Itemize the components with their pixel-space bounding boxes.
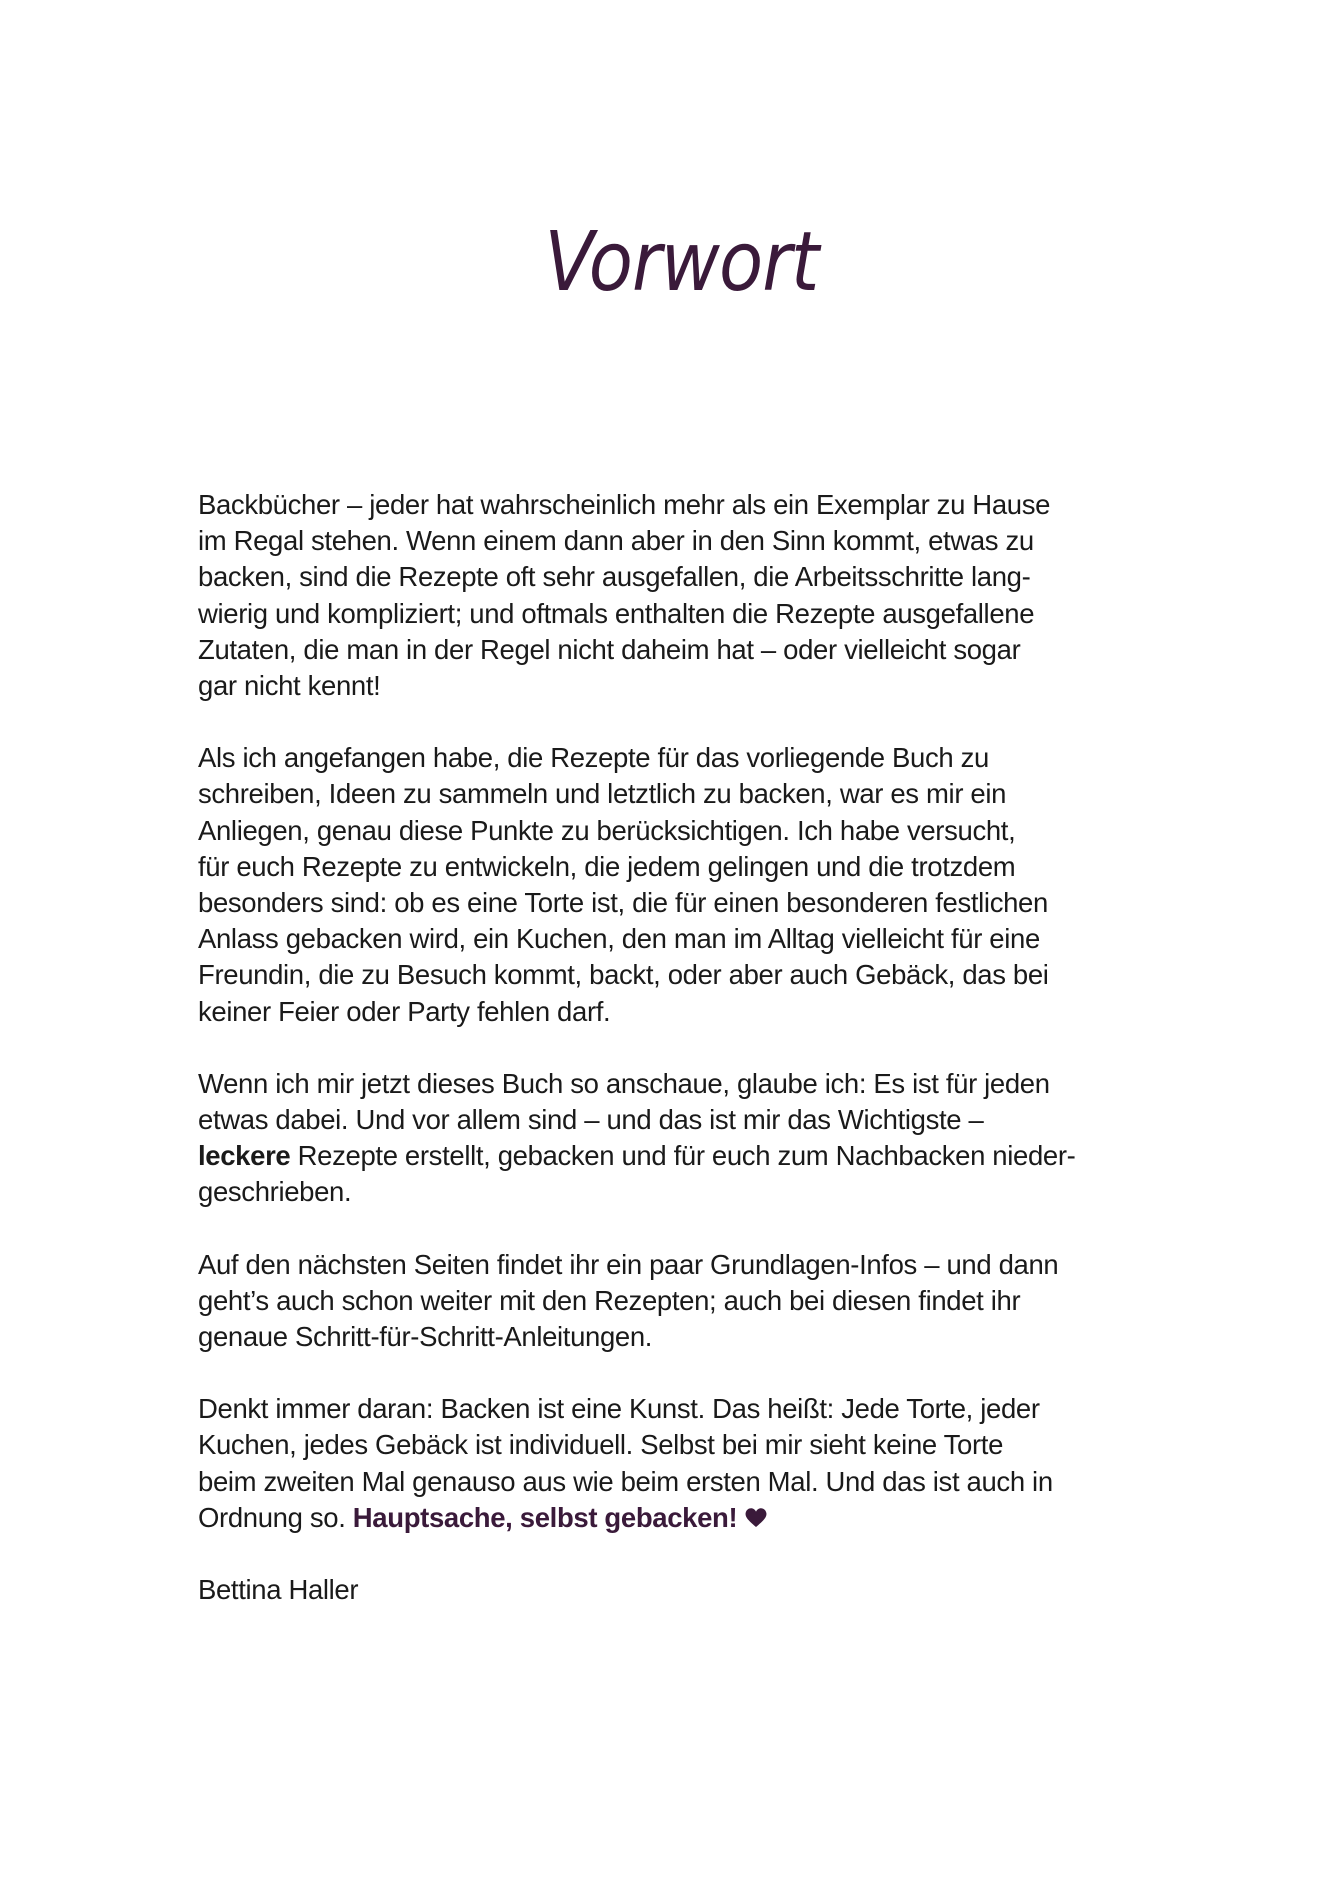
text-line: Als ich angefangen habe, die Rezepte für das vorliegende Buch zu — [198, 742, 989, 774]
text-line: Freundin, die zu Besuch kommt, backt, oder aber auch Gebäck, das bei — [198, 959, 1049, 991]
text-line: geht’s auch schon weiter mit den Rezepten; auch bei diesen findet ihr — [198, 1284, 1021, 1316]
text-fragment: Rezepte erstellt, gebacken und für euch zum Nachbacken nieder- — [290, 1140, 1076, 1172]
author-signature: Bettina Haller — [198, 1574, 359, 1606]
text-line: Zutaten, die man in der Regel nicht daheim hat – oder vielleicht sogar — [198, 633, 1021, 665]
paragraph-2 — [198, 740, 1158, 1030]
text-line: Denkt immer daran: Backen ist eine Kunst. Das heißt: Jede Torte, jeder — [198, 1393, 1040, 1425]
paragraph-3 — [198, 1066, 1158, 1211]
text-line: Kuchen, jedes Gebäck ist individuell. Selbst bei mir sieht keine Torte — [198, 1429, 1004, 1461]
paragraph-1 — [198, 487, 1158, 704]
text-line — [198, 1138, 1158, 1174]
foreword-body — [198, 487, 1158, 1608]
emphasis-leckere: leckere — [198, 1140, 291, 1172]
text-line: gar nicht kennt! — [198, 670, 381, 702]
paragraph-5 — [198, 1391, 1158, 1536]
text-line: Backbücher – jeder hat wahrscheinlich mehr als ein Exemplar zu Hause — [198, 489, 1051, 520]
text-line: Anliegen, genau diese Punkte zu berücksichtigen. Ich habe versucht, — [198, 814, 1016, 846]
text-line: besonders sind: ob es eine Torte ist, die für einen besonderen festlichen — [198, 887, 1048, 919]
text-line: geschrieben. — [198, 1176, 352, 1208]
text-line: schreiben, Ideen zu sammeln und letztlich zu backen, war es mir ein — [198, 778, 1007, 810]
text-line: backen, sind die Rezepte oft sehr ausgefallen, die Arbeitsschritte lang- — [198, 561, 1031, 593]
paragraph-4 — [198, 1247, 1158, 1356]
text-line: keiner Feier oder Party fehlen darf. — [198, 995, 611, 1027]
text-line: Auf den nächsten Seiten findet ihr ein paar Grundlagen-Infos – und dann — [198, 1248, 1059, 1280]
text-fragment: Ordnung so. — [198, 1501, 353, 1533]
text-line: im Regal stehen. Wenn einem dann aber in den Sinn kommt, etwas zu — [198, 525, 1034, 557]
text-line: Anlass gebacken wird, ein Kuchen, den man im Alltag vielleicht für eine — [198, 923, 1040, 955]
text-line: für euch Rezepte zu entwickeln, die jedem gelingen und die trotzdem — [198, 850, 1016, 882]
closing-slogan: Hauptsache, selbst gebacken! — [352, 1501, 738, 1533]
text-line — [198, 1500, 1158, 1536]
text-line: Wenn ich mir jetzt dieses Buch so anschaue, glaube ich: Es ist für jeden — [198, 1067, 1050, 1099]
text-line: etwas dabei. Und vor allem sind – und das ist mir das Wichtigste – — [198, 1104, 984, 1136]
text-line: wierig und kompliziert; und oftmals enthalten die Rezepte ausgefallene — [198, 597, 1035, 629]
text-line: beim zweiten Mal genauso aus wie beim ersten Mal. Und das ist auch in — [198, 1465, 1053, 1497]
page-title: Vorwort — [544, 215, 819, 310]
heart-icon — [745, 1508, 767, 1528]
text-line: genaue Schritt-für-Schritt-Anleitungen. — [198, 1321, 653, 1353]
